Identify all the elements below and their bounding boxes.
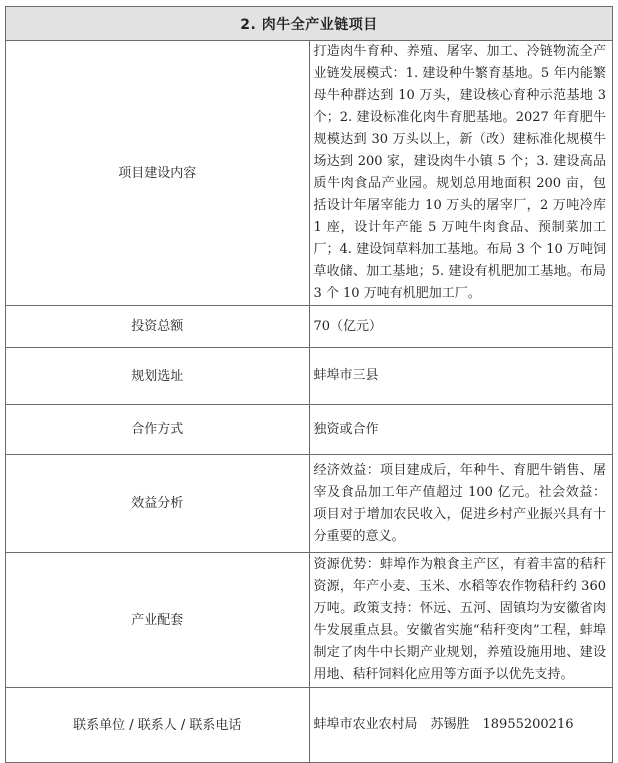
value-total-investment: 70（亿元） [309, 306, 613, 348]
row-industry-support [6, 553, 613, 688]
row-benefit-analysis [6, 455, 613, 553]
label-total-investment: 投资总额 [6, 306, 310, 348]
row-contact [6, 688, 613, 763]
value-planned-site: 蚌埠市三县 [309, 348, 613, 405]
table-title: 2. 肉牛全产业链项目 [6, 7, 613, 41]
project-table [5, 6, 613, 763]
value-construction-content: 打造肉牛育种、养殖、屠宰、加工、冷链物流全产业链发展模式：1. 建设种牛繁育基地。5 年内能繁母牛种群达到 10 万头，建设核心育种示范基地 3 个；2. 建设标准化肉牛育肥基地。2027 年育肥牛规模达到 30 万头以上，新（改）建标准化规模牛场达到 200 家，建设肉牛小镇 5 个；3. 建设高品质牛肉食品产业园。规划总用地面积 200 亩，包括设计年屠宰能力 10 万头的屠宰厂，2 万吨冷库 1 座，设计年产能 5 万吨牛肉食品、预制菜加工厂；4. 建设饲草料加工基地。布局 3 个 10 万吨饲草收储、加工基地；5. 建设有机肥加工基地。布局 3 个 10 万吨有机肥加工厂。 [309, 41, 613, 306]
title-row [6, 7, 613, 41]
label-industry-support: 产业配套 [6, 553, 310, 688]
label-benefit-analysis: 效益分析 [6, 455, 310, 553]
value-cooperation-mode: 独资或合作 [309, 405, 613, 455]
label-planned-site: 规划选址 [6, 348, 310, 405]
row-construction-content [6, 41, 613, 306]
label-contact: 联系单位 / 联系人 / 联系电话 [6, 688, 310, 763]
value-benefit-analysis: 经济效益：项目建成后，年种牛、育肥牛销售、屠宰及食品加工年产值超过 100 亿元。社会效益：项目对于增加农民收入，促进乡村产业振兴具有十分重要的意义。 [309, 455, 613, 553]
label-cooperation-mode: 合作方式 [6, 405, 310, 455]
row-planned-site [6, 348, 613, 405]
label-construction-content: 项目建设内容 [6, 41, 310, 306]
row-total-investment [6, 306, 613, 348]
value-contact: 蚌埠市农业农村局 苏锡胜 18955200216 [309, 688, 613, 763]
value-industry-support: 资源优势：蚌埠作为粮食主产区，有着丰富的秸秆资源，年产小麦、玉米、水稻等农作物秸秆约 360 万吨。政策支持：怀远、五河、固镇均为安徽省肉牛发展重点县。安徽省实施“秸秆变肉”工程，蚌埠制定了肉牛中长期产业规划，养殖设施用地、建设用地、秸秆饲料化应用等方面予以优先支持。 [309, 553, 613, 688]
row-cooperation-mode [6, 405, 613, 455]
